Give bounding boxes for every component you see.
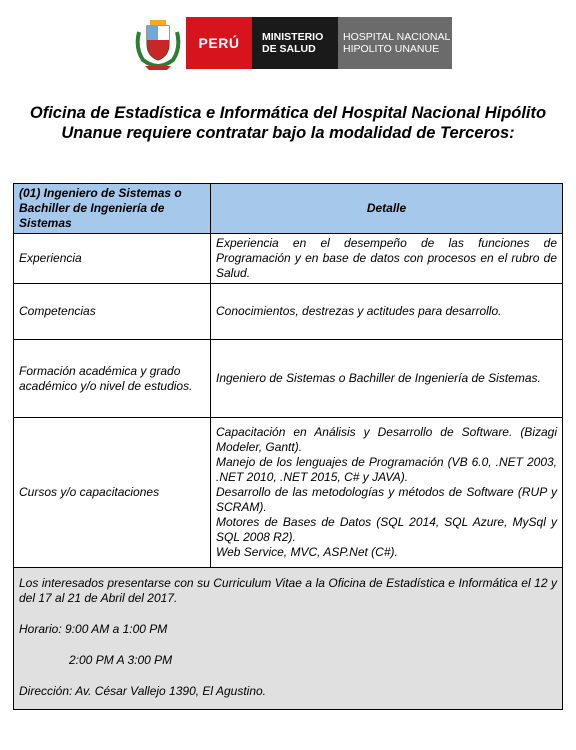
header-position: (01) Ingeniero de Sistemas o Bachiller de Ingeniería de Sistemas	[14, 184, 211, 234]
detail-line: Conocimientos, destrezas y actitudes para desarrollo.	[216, 304, 502, 318]
detail-line: Web Service, MVC, ASP.Net (C#).	[216, 545, 398, 559]
table-header-row	[14, 184, 563, 234]
job-requirements-table	[13, 183, 563, 710]
ministerio-line2: DE SALUD	[262, 43, 316, 55]
table-row	[14, 284, 563, 340]
hospital-logo	[338, 17, 452, 69]
national-crest-icon	[133, 14, 183, 72]
detail-line: Motores de Bases de Datos (SQL 2014, SQL Azure, MySql y SQL 2008 R2).	[216, 515, 557, 544]
peru-text: PERÚ	[198, 35, 240, 51]
row-label: Formación académica y grado académico y/o nivel de estudios.	[14, 340, 211, 418]
row-label: Cursos y/o capacitaciones	[14, 418, 211, 568]
hospital-line2: HIPOLITO UNANUE	[343, 43, 440, 55]
footer-intro: Los interesados presentarse con su Curriculum Vitae a la Oficina de Estadística e Informática el 12 y del 17 al 21 de Abril del 2017.	[19, 576, 557, 605]
footer-row	[14, 568, 563, 710]
row-detail	[211, 418, 563, 568]
header-detail: Detalle	[211, 184, 563, 234]
table-row	[14, 418, 563, 568]
contact-info	[14, 568, 563, 710]
table-row	[14, 340, 563, 418]
row-label: Competencias	[14, 284, 211, 340]
peru-logo	[186, 17, 252, 69]
ministerio-line1: MINISTERIO	[262, 31, 324, 43]
detail-line: Desarrollo de las metodologías y métodos de Software (RUP y SCRAM).	[216, 485, 557, 514]
row-detail	[211, 340, 563, 418]
header-logos	[0, 10, 576, 74]
footer-horario-2: 2:00 PM A 3:00 PM	[69, 653, 173, 667]
detail-line: Ingeniero de Sistemas o Bachiller de Ingeniería de Sistemas.	[216, 371, 541, 385]
page-title: Oficina de Estadística e Informática del Hospital Nacional Hipólito Unanue requiere contratar bajo la modalidad de Terceros:	[29, 104, 547, 142]
hospital-line1: HOSPITAL NACIONAL	[343, 31, 451, 43]
detail-line: Manejo de los lenguajes de Programación (VB 6.0, .NET 2003, .NET 2010, .NET 2015, C# y JAVA).	[216, 455, 557, 484]
detail-line: Capacitación en Análisis y Desarrollo de Software. (Bizagi Modeler, Gantt).	[216, 425, 557, 454]
row-label: Experiencia	[14, 234, 211, 284]
row-detail	[211, 284, 563, 340]
detail-line: Experiencia en el desempeño de las funciones de Programación y en base de datos con procesos en el rubro de Salud.	[216, 236, 557, 280]
footer-horario-1: Horario: 9:00 AM a 1:00 PM	[19, 622, 168, 636]
row-detail	[211, 234, 563, 284]
table-row	[14, 234, 563, 284]
footer-direccion: Dirección: Av. César Vallejo 1390, El Agustino.	[19, 684, 267, 698]
ministerio-logo	[252, 17, 338, 69]
